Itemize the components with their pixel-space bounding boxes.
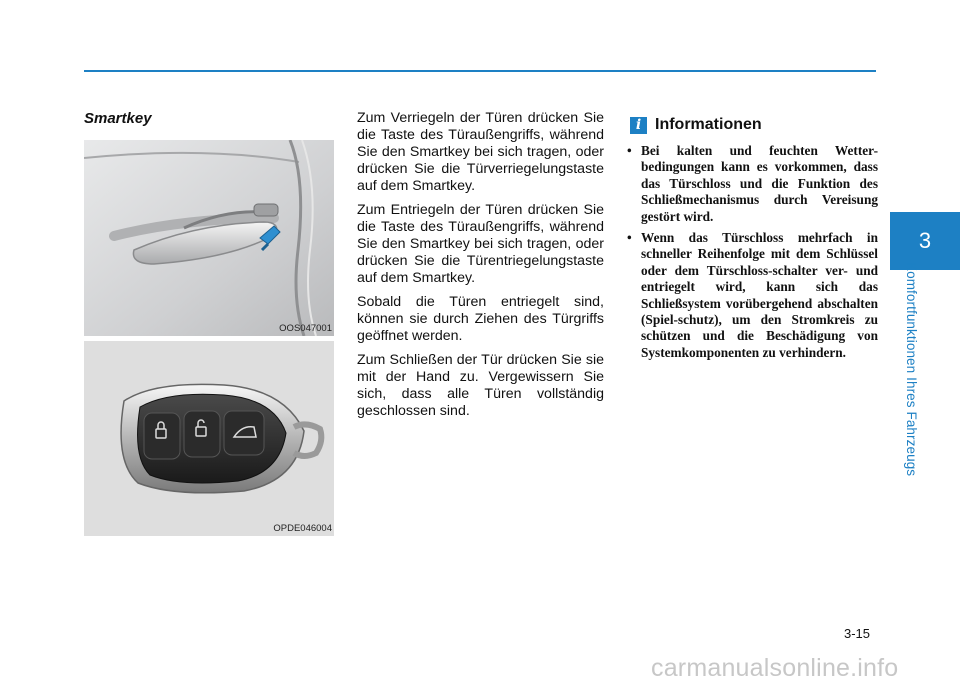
figure-code: OPDE046004 [273, 523, 332, 534]
section-title: Smartkey [84, 110, 152, 127]
watermark: carmanualsonline.info [651, 654, 899, 682]
info-title: Informationen [655, 116, 762, 133]
figure-code: OOS047001 [279, 323, 332, 334]
body-paragraph: Zum Verriegeln der Türen drücken Sie die Taste des Türaußengriffs, während Sie den Smartkey bei sich tragen, oder drücken Sie die Türverriegelungstaste auf dem Smartkey. [357, 110, 604, 194]
body-text [357, 110, 604, 427]
figure-door-handle [84, 140, 334, 336]
info-heading [630, 116, 762, 134]
header-rule [84, 70, 876, 72]
figure-smartkey [84, 341, 334, 536]
info-list [626, 143, 878, 366]
body-paragraph: Sobald die Türen entriegelt sind, können sie durch Ziehen des Türgriffs geöffnet werden. [357, 294, 604, 344]
info-item: • Wenn das Türschloss mehrfach in schneller Reihenfolge mit dem Schlüssel oder dem Türschloss-schalter ver- und entriegelt wird, kann sich das Schließsystem vorübergehend abschalten (Spiel-schutz), um den Stromkreis zu schützen und die Beschädigung von Systemkomponenten zu verhindern. [626, 230, 878, 361]
page-number: 3-15 [844, 626, 871, 641]
body-paragraph: Zum Schließen der Tür drücken Sie sie mit der Hand zu. Vergewissern Sie sich, dass alle Türen vollständig geschlossen sind. [357, 352, 604, 419]
body-paragraph: Zum Entriegeln der Türen drücken Sie die Taste des Türaußengriffs, während Sie den Smartkey bei sich tragen, oder drücken Sie die Türentriegelungstaste auf dem Smartkey. [357, 202, 604, 286]
info-icon: i [630, 117, 647, 134]
info-item: • Bei kalten und feuchten Wetter-bedingungen kann es vorkommen, dass das Türschloss und die Funktion des Schließmechanismus durch Vereisung gestört wird. [626, 143, 878, 225]
chapter-number-tab: 3 [890, 212, 960, 270]
door-handle-illustration [84, 140, 334, 336]
smartkey-fob-illustration [84, 341, 334, 536]
chapter-title: Komfortfunktionen Ihres Fahrzeugs [904, 262, 919, 477]
